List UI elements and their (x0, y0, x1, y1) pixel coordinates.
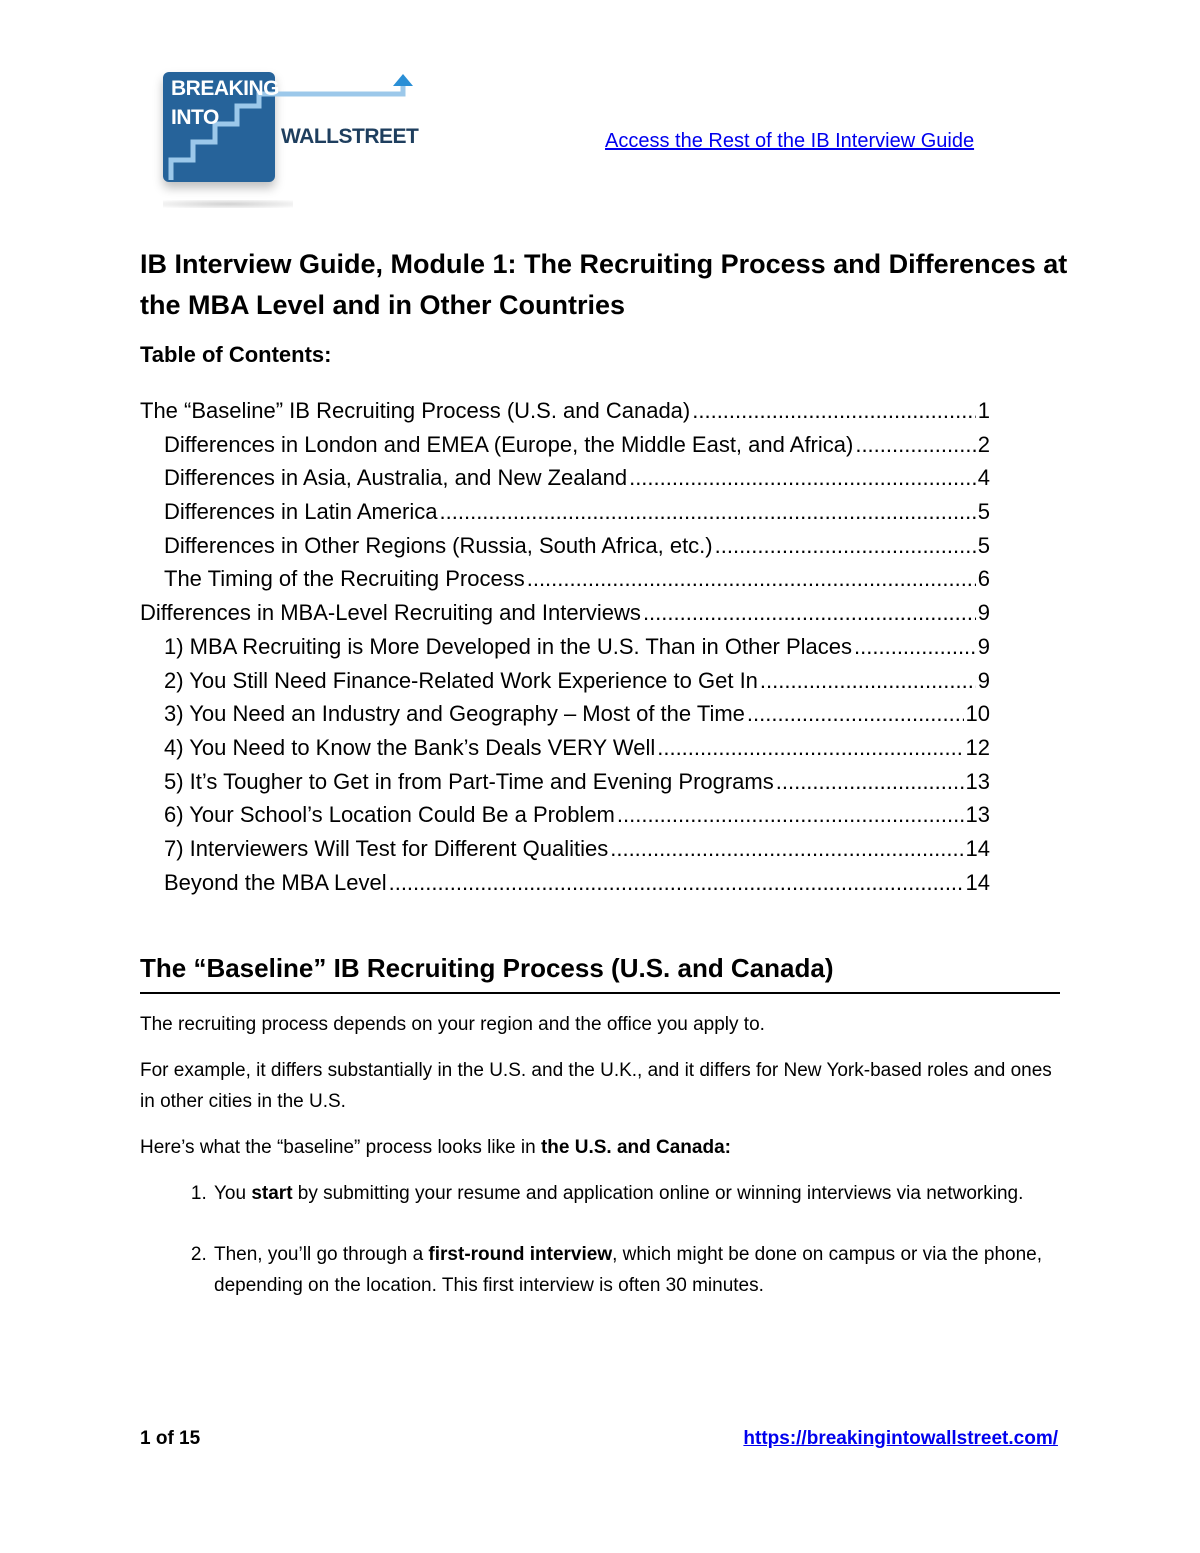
logo-line-2: INTO (171, 106, 219, 129)
toc-item-text: Beyond the MBA Level (164, 869, 387, 895)
toc-item-page: 10 (965, 701, 990, 727)
toc-item-text: 4) You Need to Know the Bank’s Deals VERY Well (164, 734, 656, 760)
step-text: , which might be done on campus or via the phone, depending on the location. This first interview is often 30 minutes. (214, 1244, 1042, 1296)
toc-item-page: 13 (965, 768, 990, 794)
section-heading: The “Baseline” IB Recruiting Process (U.S. and Canada) (140, 950, 1060, 994)
toc-item[interactable] (140, 428, 990, 462)
toc-item-page: 14 (965, 835, 990, 861)
toc-item[interactable] (140, 832, 990, 866)
toc-leader (389, 866, 964, 899)
toc-item-page: 9 (977, 600, 990, 626)
toc-leader (854, 630, 976, 663)
toc-item[interactable] (140, 731, 990, 765)
toc-item-page: 2 (977, 431, 990, 457)
toc-item-page: 9 (977, 667, 990, 693)
toc-item[interactable] (140, 664, 990, 698)
toc-item-page: 14 (965, 869, 990, 895)
paragraph-3-text: Here’s what the “baseline” process looks like in (140, 1137, 541, 1158)
paragraph-1: The recruiting process depends on your region and the office you apply to. (140, 1014, 765, 1035)
toc-item-page: 4 (977, 465, 990, 491)
toc-item[interactable] (140, 596, 990, 630)
toc-item[interactable] (140, 765, 990, 799)
toc-item-text: 2) You Still Need Finance-Related Work Experience to Get In (164, 667, 758, 693)
toc-item-text: Differences in Other Regions (Russia, South Africa, etc.) (164, 532, 713, 558)
toc-leader (747, 697, 964, 730)
paragraph-3-bold: the U.S. and Canada: (540, 1137, 731, 1158)
toc-item-text: 6) Your School’s Location Could Be a Problem (164, 802, 615, 828)
steps-list (140, 1178, 1112, 1331)
toc-item-page: 9 (977, 633, 990, 659)
toc-leader (692, 394, 976, 427)
table-of-contents (140, 394, 990, 899)
list-item (212, 1239, 1112, 1301)
toc-item-text: The Timing of the Recruiting Process (164, 566, 525, 592)
toc-item-text: 1) MBA Recruiting is More Developed in the U.S. Than in Other Places (164, 633, 853, 659)
toc-leader (715, 529, 976, 562)
toc-item-page: 1 (977, 398, 990, 423)
toc-item-text: Differences in Latin America (164, 499, 438, 525)
toc-leader (440, 495, 976, 528)
toc-item-page: 13 (965, 802, 990, 828)
step-bold: first-round interview (428, 1244, 613, 1265)
toc-item[interactable] (140, 495, 990, 529)
toc-item[interactable] (140, 798, 990, 832)
toc-item[interactable] (140, 461, 990, 495)
toc-item[interactable] (140, 529, 990, 563)
toc-item-text: Differences in MBA-Level Recruiting and Interviews (140, 600, 641, 626)
toc-leader (610, 832, 963, 865)
list-item (212, 1178, 1112, 1209)
access-guide-link[interactable]: Access the Rest of the IB Interview Guide (605, 130, 975, 152)
toc-item-page: 5 (977, 499, 990, 525)
toc-item-text: The “Baseline” IB Recruiting Process (U.S. and Canada) (140, 398, 691, 423)
toc-leader (776, 765, 964, 798)
logo-shadow (163, 200, 293, 208)
paragraph-2: For example, it differs substantially in the U.S. and the U.K., and it differs for New York-based roles and ones in other cities in the U.S. (140, 1060, 1052, 1112)
toc-item[interactable] (140, 630, 990, 664)
toc-item-text: 7) Interviewers Will Test for Different Qualities (164, 835, 609, 861)
toc-leader (855, 428, 975, 461)
step-bold: start (251, 1183, 293, 1204)
logo-line-1: BREAKING (171, 77, 280, 100)
toc-item-page: 5 (977, 532, 990, 558)
document-title: IB Interview Guide, Module 1: The Recruiting Process and Differences at the MBA Level and in Other Countries (140, 249, 1068, 320)
paragraph-3 (140, 1132, 1060, 1163)
step-text: by submitting your resume and application online or winning interviews via networking. (292, 1183, 1024, 1204)
toc-leader (643, 596, 976, 629)
toc-leader (760, 664, 976, 697)
toc-item-text: 3) You Need an Industry and Geography – Most of the Time (164, 701, 745, 727)
toc-heading: Table of Contents: (140, 342, 332, 367)
toc-item-page: 12 (965, 734, 990, 760)
page-number: 1 of 15 (140, 1428, 201, 1449)
toc-item[interactable] (140, 697, 990, 731)
website-link[interactable]: https://breakingintowallstreet.com/ (743, 1428, 1058, 1449)
toc-item[interactable] (140, 394, 990, 428)
step-text: Then, you’ll go through a (214, 1244, 429, 1265)
toc-item-text: Differences in Asia, Australia, and New Zealand (164, 465, 628, 491)
toc-item-page: 6 (977, 566, 990, 592)
toc-leader (629, 461, 976, 494)
step-text: You (214, 1183, 252, 1204)
toc-leader (657, 731, 963, 764)
company-logo (163, 72, 423, 212)
toc-item-text: 5) It’s Tougher to Get in from Part-Time and Evening Programs (164, 768, 774, 794)
toc-leader (527, 562, 976, 595)
toc-leader (617, 798, 964, 831)
toc-item-text: Differences in London and EMEA (Europe, the Middle East, and Africa) (164, 431, 854, 457)
toc-item[interactable] (140, 562, 990, 596)
toc-item[interactable] (140, 866, 990, 900)
logo-line-3: WALLSTREET (281, 125, 419, 148)
